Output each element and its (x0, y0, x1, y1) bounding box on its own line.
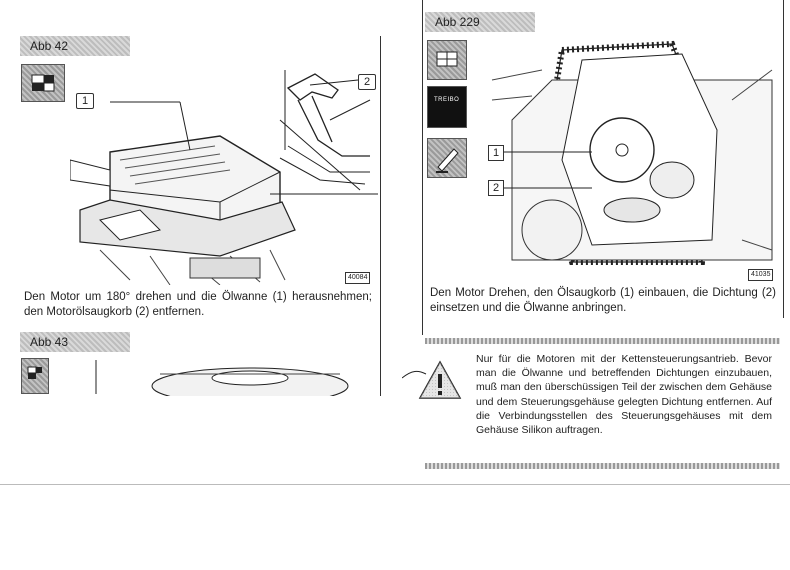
callout-1: 1 (76, 93, 94, 109)
figure-number: 40084 (345, 272, 370, 284)
flywheel-illustration (90, 356, 370, 396)
sealant-product-icon (427, 86, 467, 128)
pencil-apply-icon (427, 138, 467, 178)
oil-pan-installation-illustration (472, 40, 782, 272)
warning-text: Nur für die Motoren mit der Kettensteuerungsantrieb. Bevor man die Ölwanne und betreffenden Dichtungen einzubauen, muß man den überschüssigen Teil der zwischen dem Gehäuse und dem Steuerungsgehäuse gelegten Dichtung entfernen. Auf die Verbindungsstellen des Steuerungsgehäuses mit dem Gehäuse Silikon auftragen. (476, 353, 772, 437)
right-column-left-rule (422, 0, 423, 335)
warning-top-band (425, 338, 780, 344)
callout-2: 2 (358, 74, 376, 90)
exploded-view-icon (21, 358, 49, 394)
caption-fig229: Den Motor Drehen, den Ölsaugkorb (1) einbauen, die Dichtung (2) einsetzen und die Ölwanne anbringen. (430, 287, 776, 314)
exploded-view-icon (21, 64, 65, 102)
figure-label-abb43: Abb 43 (20, 332, 130, 352)
callout-1: 1 (488, 145, 504, 161)
oil-pan-removal-illustration (70, 60, 380, 285)
callout-2: 2 (488, 180, 504, 196)
product-label: TREIBO (434, 97, 460, 103)
figure-number: 41035 (748, 269, 773, 281)
left-column-rule (380, 36, 381, 396)
exploded-view-icon (427, 40, 467, 80)
warning-bottom-band (425, 463, 780, 469)
page-bottom-rule (0, 484, 790, 485)
warning-triangle-icon (402, 356, 464, 404)
right-column-right-rule (783, 0, 784, 318)
figure-label-abb229: Abb 229 (425, 12, 535, 32)
figure-label-abb42: Abb 42 (20, 36, 130, 56)
caption-fig42: Den Motor um 180° drehen und die Ölwanne (1) herausnehmen; den Motorölsaugkorb (2) entfernen. (24, 291, 372, 318)
